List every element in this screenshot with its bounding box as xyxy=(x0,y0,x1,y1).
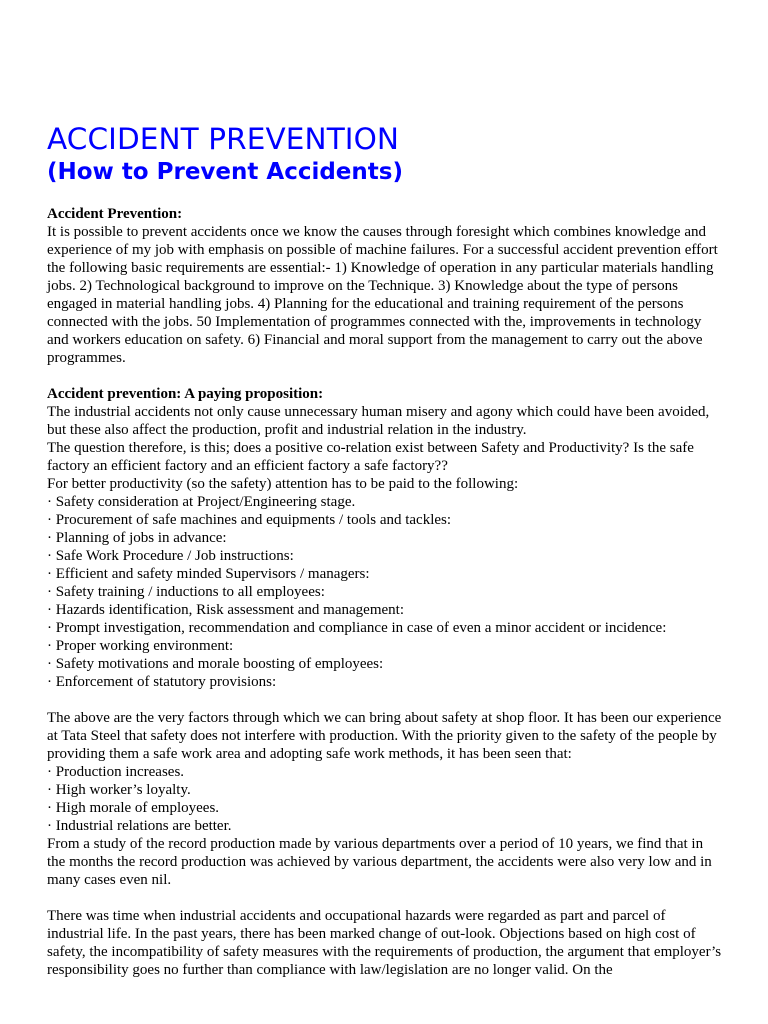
list-item: · Industrial relations are better. xyxy=(47,818,232,834)
productivity-factors-list xyxy=(47,493,722,691)
list-item: · Procurement of safe machines and equipments / tools and tackles: xyxy=(47,512,452,528)
list-item: · Prompt investigation, recommendation and compliance in case of even a minor accident or incidence: xyxy=(47,620,667,636)
document-title: ACCIDENT PREVENTION xyxy=(47,122,400,156)
paragraph-better-productivity: For better productivity (so the safety) attention has to be paid to the following: xyxy=(47,476,519,492)
list-item: · Safe Work Procedure / Job instructions: xyxy=(47,548,294,564)
list-item: · Efficient and safety minded Supervisors / managers: xyxy=(47,566,370,582)
paragraph-safety-productivity-question: The question therefore, is this; does a positive co-relation exist between Safety and Productivity? Is the safe factory an efficient factory and an efficient factory a safe factory?? xyxy=(47,440,694,474)
paragraph-spacer xyxy=(47,367,722,385)
paragraph-record-production-study: From a study of the record production made by various departments over a period of 10 years, we find that in the months the record production was achieved by various department, the accidents were also very low and in many cases even nil. xyxy=(47,836,712,888)
list-item: · Hazards identification, Risk assessment and management: xyxy=(47,602,404,618)
list-item: · Safety motivations and morale boosting of employees: xyxy=(47,656,384,672)
document-body xyxy=(47,205,722,979)
list-item: · Proper working environment: xyxy=(47,638,234,654)
list-item: · Safety consideration at Project/Engineering stage. xyxy=(47,494,356,510)
section-heading-paying-proposition: Accident prevention: A paying proposition: xyxy=(47,386,324,402)
paragraph-spacer xyxy=(47,889,722,907)
paragraph-industrial-accidents: The industrial accidents not only cause unnecessary human misery and agony which could have been avoided, but these also affect the production, profit and industrial relation in the industry. xyxy=(47,404,710,438)
list-item: · Production increases. xyxy=(47,764,185,780)
document-subtitle: (How to Prevent Accidents) xyxy=(47,159,403,185)
list-item: · Planning of jobs in advance: xyxy=(47,530,227,546)
safety-benefits-list xyxy=(47,763,722,835)
section-heading-accident-prevention: Accident Prevention: xyxy=(47,206,183,222)
paragraph-spacer xyxy=(47,691,722,709)
list-item: · High morale of employees. xyxy=(47,800,220,816)
list-item: · High worker’s loyalty. xyxy=(47,782,191,798)
list-item: · Safety training / inductions to all employees: xyxy=(47,584,325,600)
list-item: · Enforcement of statutory provisions: xyxy=(47,674,277,690)
paragraph-shop-floor-safety: The above are the very factors through which we can bring about safety at shop floor. It has been our experience at Tata Steel that safety does not interfere with production. With the priority given to the safety of the people by providing them a safe work area and adopting safe work methods, it has been seen that: xyxy=(47,710,722,762)
paragraph-outlook-change: There was time when industrial accidents and occupational hazards were regarded as part and parcel of industrial life. In the past years, there has been marked change of out-look. Objections based on high cost of safety, the incompatibility of safety measures with the requirements of production, the argument that employer’s responsibility goes no further than compliance with law/legislation are no longer valid. On the xyxy=(47,908,722,978)
paragraph-requirements: It is possible to prevent accidents once we know the causes through foresight which combines knowledge and experience of my job with emphasis on possible of machine failures. For a successful accident prevention effort the following basic requirements are essential:- 1) Knowledge of operation in any particular materials handling jobs. 2) Technological background to improve on the Technique. 3) Knowledge about the type of persons engaged in material handling jobs. 4) Planning for the educational and training requirement of the persons connected with the jobs. 50 Implementation of programmes connected with the, improvements in technology and workers education on safety. 6) Financial and moral support from the management to carry out the above programmes. xyxy=(47,224,718,366)
